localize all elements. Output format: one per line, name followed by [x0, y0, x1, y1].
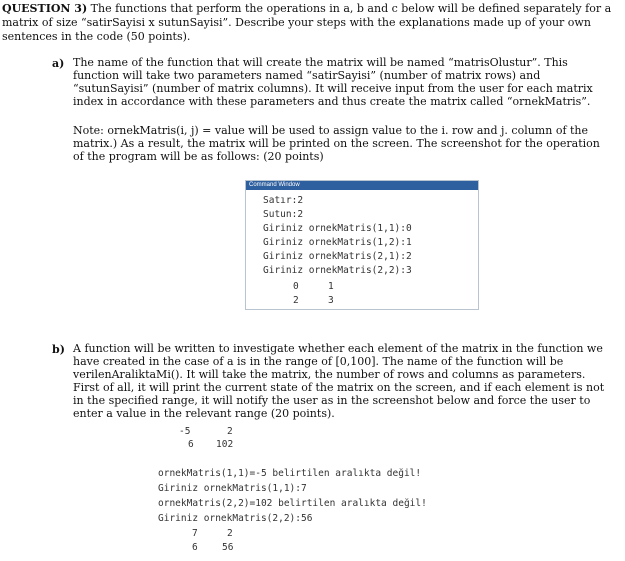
matrix-cell: 3 [328, 295, 334, 306]
part-b-text: A function will be written to investigate whether each element of the matrix in the function we have created in the case of a is in the range of [0,100]. The name of the function will be verilenAraliktaMi(). It will take the matrix, the number of rows and columns as parameters. First of all, it will print the current state of the matrix on the screen, and if each element is not in the specified range, it will notify the user as in the screenshot below and force the user to enter a value in the relevant range (20 points). [73, 342, 605, 420]
matrix-cell: 6 [188, 439, 194, 450]
matrix-cell: -5 [179, 426, 191, 437]
console-line: Giriniz ornekMatris(1,1):7 [158, 483, 307, 494]
question-title: QUESTION 3) [2, 2, 88, 15]
question-header [2, 2, 614, 44]
question-text: The functions that perform the operations in a, b and c below will be defined separately for a matrix of size “satirSayisi x sutunSayisi”. Describe your steps with the explanations made up of your own sentences in the code (50 points). [2, 2, 612, 43]
matrix-cell: 7 [192, 528, 198, 539]
console-line: Satır:2 [263, 195, 304, 206]
matrix-cell: 0 [293, 281, 299, 292]
part-a-note: Note: ornekMatris(i, j) = value will be used to assign value to the i. row and j. column of the matrix.) As a result, the matrix will be printed on the screen. The screenshot for the operation of the program will be as follows: (20 points) [73, 124, 600, 163]
matrix-cell: 2 [227, 528, 233, 539]
matrix-cell: 2 [227, 426, 233, 437]
part-a-label: a) [52, 57, 65, 70]
command-window-title: Command Window [246, 181, 478, 190]
part-a-text: The name of the function that will create the matrix will be named “matrisOlustur”. This function will take two parameters named “satirSayisi” (number of matrix rows) and “sutunSayisi” (number of matrix columns). It will receive input from the user for each matrix index in accordance with these parameters and thus create the matrix called “ornekMatris”. [73, 56, 593, 108]
console-line: ornekMatris(1,1)=-5 belirtilen aralıkta değil! [158, 468, 422, 479]
part-b-label: b) [52, 343, 65, 356]
matrix-cell: 102 [216, 439, 234, 450]
console-line: ornekMatris(2,2)=102 belirtilen aralıkta değil! [158, 498, 427, 509]
console-line: Giriniz ornekMatris(1,2):1 [263, 237, 412, 248]
console-line: Giriniz ornekMatris(2,1):2 [263, 251, 412, 262]
console-line: Sutun:2 [263, 209, 304, 220]
matrix-cell: 1 [328, 281, 334, 292]
console-line: Giriniz ornekMatris(2,2):3 [263, 265, 412, 276]
matrix-cell: 6 [192, 542, 198, 553]
console-line: Giriniz ornekMatris(2,2):56 [158, 513, 313, 524]
console-line: Giriniz ornekMatris(1,1):0 [263, 223, 412, 234]
matrix-cell: 2 [293, 295, 299, 306]
console-output-b [158, 424, 478, 559]
command-window [245, 180, 479, 310]
matrix-cell: 56 [222, 542, 234, 553]
